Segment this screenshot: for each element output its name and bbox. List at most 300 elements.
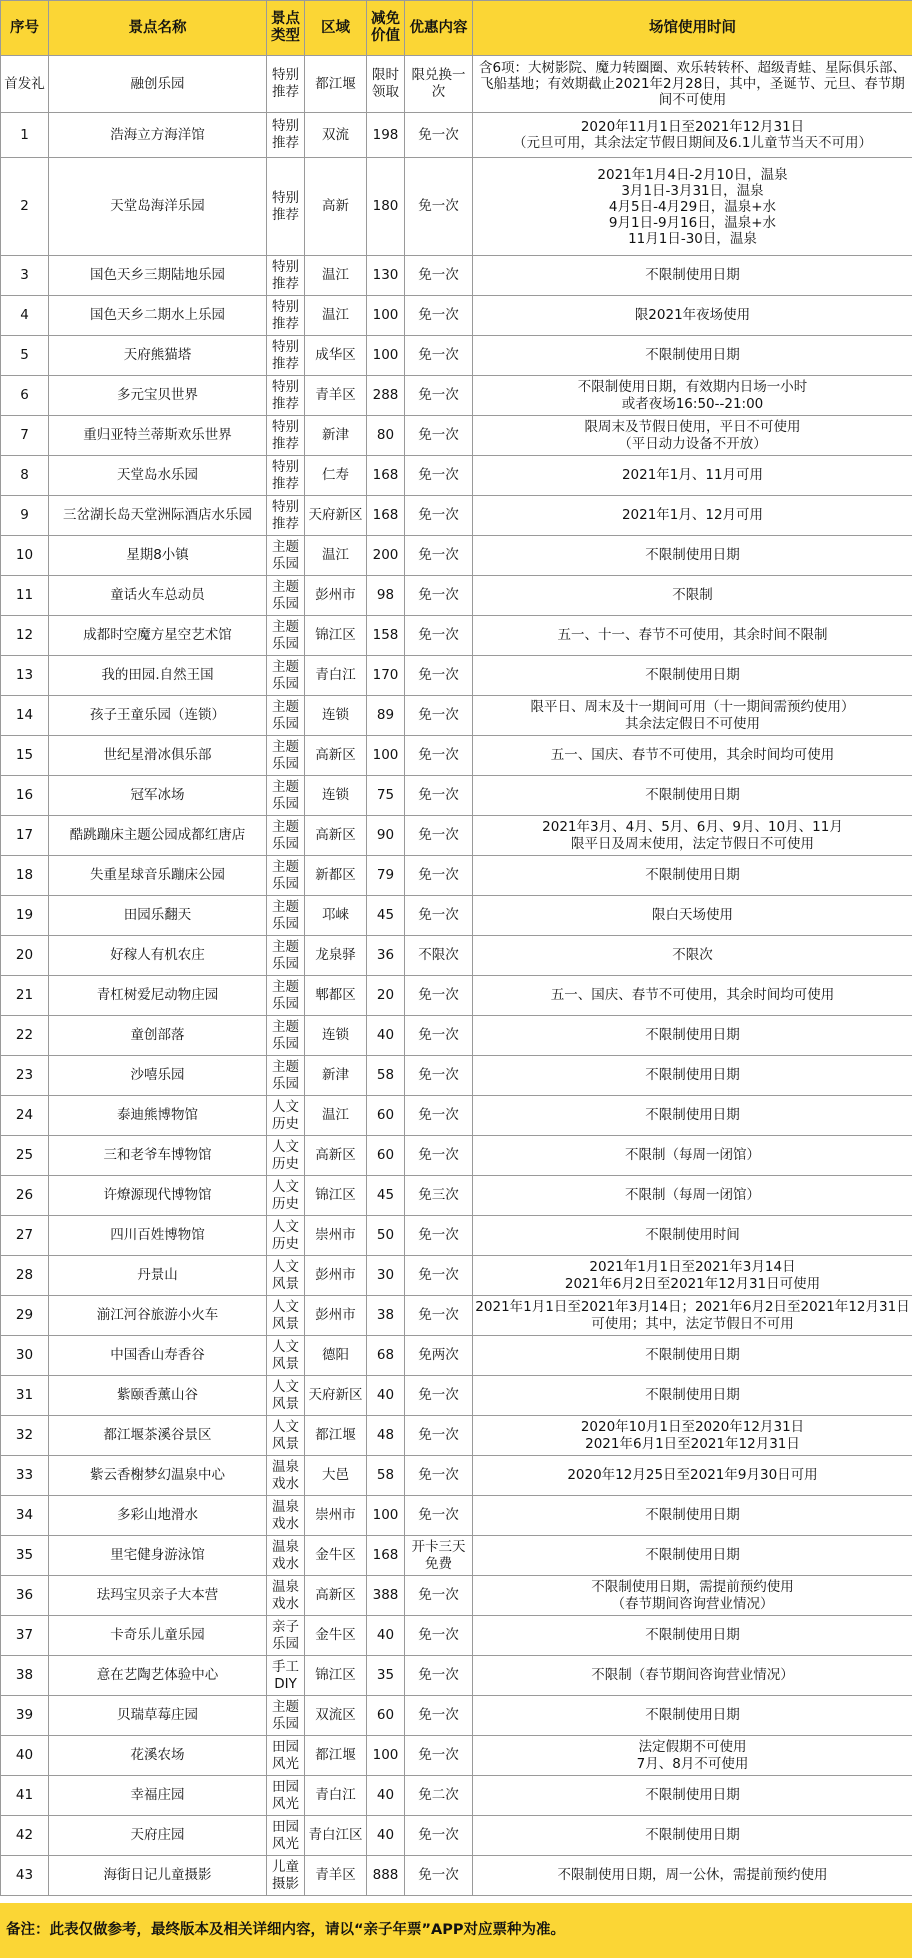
cell-area: 温江 <box>305 1096 367 1136</box>
table-row <box>1 1176 912 1216</box>
cell-time: 2020年10月1日至2020年12月31日 2021年6月1日至2021年12月31日 <box>473 1416 912 1456</box>
cell-name: 四川百姓博物馆 <box>49 1216 267 1256</box>
cell-value: 75 <box>367 776 405 816</box>
cell-value: 168 <box>367 456 405 496</box>
cell-no: 36 <box>1 1576 49 1616</box>
table-row <box>1 1256 912 1296</box>
cell-type: 特别推荐 <box>267 296 305 336</box>
cell-no: 3 <box>1 256 49 296</box>
cell-name: 沙嘻乐园 <box>49 1056 267 1096</box>
cell-value: 80 <box>367 416 405 456</box>
cell-offer: 免一次 <box>405 1616 473 1656</box>
cell-type: 主题乐园 <box>267 976 305 1016</box>
cell-no: 25 <box>1 1136 49 1176</box>
table-row <box>1 576 912 616</box>
table-row <box>1 1216 912 1256</box>
cell-name: 天堂岛海洋乐园 <box>49 158 267 256</box>
cell-no: 23 <box>1 1056 49 1096</box>
cell-name: 冠军冰场 <box>49 776 267 816</box>
cell-time: 2020年11月1日至2021年12月31日 （元旦可用，其余法定节假日期间及6.1儿童节当天不可用） <box>473 113 912 158</box>
cell-type: 特别推荐 <box>267 56 305 113</box>
cell-area: 天府新区 <box>305 496 367 536</box>
cell-offer: 免一次 <box>405 1736 473 1776</box>
cell-no: 29 <box>1 1296 49 1336</box>
cell-offer: 不限次 <box>405 936 473 976</box>
cell-name: 青杠树爱尼动物庄园 <box>49 976 267 1016</box>
cell-type: 主题乐园 <box>267 1056 305 1096</box>
cell-no: 13 <box>1 656 49 696</box>
cell-type: 主题乐园 <box>267 896 305 936</box>
cell-area: 彭州市 <box>305 1256 367 1296</box>
table-row <box>1 1496 912 1536</box>
cell-type: 主题乐园 <box>267 656 305 696</box>
cell-no: 21 <box>1 976 49 1016</box>
cell-area: 锦江区 <box>305 616 367 656</box>
cell-time: 不限制使用日期 <box>473 256 912 296</box>
cell-time: 不限次 <box>473 936 912 976</box>
cell-no: 5 <box>1 336 49 376</box>
cell-type: 田园风光 <box>267 1776 305 1816</box>
cell-no: 32 <box>1 1416 49 1456</box>
cell-value: 170 <box>367 656 405 696</box>
cell-area: 彭州市 <box>305 1296 367 1336</box>
cell-type: 主题乐园 <box>267 1696 305 1736</box>
cell-value: 100 <box>367 336 405 376</box>
cell-name: 星期8小镇 <box>49 536 267 576</box>
cell-time: 不限制使用日期 <box>473 1096 912 1136</box>
cell-offer: 免一次 <box>405 1296 473 1336</box>
cell-type: 主题乐园 <box>267 576 305 616</box>
cell-area: 郫都区 <box>305 976 367 1016</box>
cell-offer: 免一次 <box>405 856 473 896</box>
cell-value: 60 <box>367 1096 405 1136</box>
cell-name: 重归亚特兰蒂斯欢乐世界 <box>49 416 267 456</box>
cell-offer: 免一次 <box>405 736 473 776</box>
cell-no: 1 <box>1 113 49 158</box>
table-row <box>1 1136 912 1176</box>
cell-no: 9 <box>1 496 49 536</box>
cell-value: 100 <box>367 1496 405 1536</box>
cell-no: 31 <box>1 1376 49 1416</box>
table-row <box>1 536 912 576</box>
cell-offer: 免二次 <box>405 1776 473 1816</box>
table-row <box>1 1416 912 1456</box>
cell-type: 儿童摄影 <box>267 1856 305 1896</box>
cell-type: 特别推荐 <box>267 456 305 496</box>
cell-value: 50 <box>367 1216 405 1256</box>
cell-offer: 免一次 <box>405 896 473 936</box>
cell-type: 特别推荐 <box>267 336 305 376</box>
cell-offer: 免一次 <box>405 1656 473 1696</box>
cell-name: 贝瑞草莓庄园 <box>49 1696 267 1736</box>
cell-type: 温泉戏水 <box>267 1536 305 1576</box>
cell-offer: 免一次 <box>405 1496 473 1536</box>
cell-offer: 免一次 <box>405 576 473 616</box>
cell-time: 五一、十一、春节不可使用，其余时间不限制 <box>473 616 912 656</box>
table-row <box>1 158 912 256</box>
cell-type: 特别推荐 <box>267 416 305 456</box>
cell-no: 2 <box>1 158 49 256</box>
cell-area: 高新区 <box>305 1136 367 1176</box>
cell-no: 8 <box>1 456 49 496</box>
cell-name: 花溪农场 <box>49 1736 267 1776</box>
cell-no: 33 <box>1 1456 49 1496</box>
cell-no: 26 <box>1 1176 49 1216</box>
table-row <box>1 616 912 656</box>
cell-value: 888 <box>367 1856 405 1896</box>
cell-time: 不限制使用日期 <box>473 856 912 896</box>
cell-offer: 免一次 <box>405 1416 473 1456</box>
cell-type: 主题乐园 <box>267 776 305 816</box>
cell-area: 锦江区 <box>305 1176 367 1216</box>
cell-time: 不限制使用日期 <box>473 1696 912 1736</box>
cell-time: 五一、国庆、春节不可使用，其余时间均可使用 <box>473 736 912 776</box>
table-row <box>1 296 912 336</box>
cell-type: 主题乐园 <box>267 616 305 656</box>
cell-time: 不限制使用日期 <box>473 1776 912 1816</box>
table-row <box>1 1856 912 1896</box>
cell-type: 特别推荐 <box>267 496 305 536</box>
cell-no: 42 <box>1 1816 49 1856</box>
cell-area: 新津 <box>305 1056 367 1096</box>
cell-area: 天府新区 <box>305 1376 367 1416</box>
cell-area: 温江 <box>305 256 367 296</box>
table-row <box>1 496 912 536</box>
cell-type: 亲子乐园 <box>267 1616 305 1656</box>
table-row <box>1 1376 912 1416</box>
cell-time: 2020年12月25日至2021年9月30日可用 <box>473 1456 912 1496</box>
cell-offer: 免一次 <box>405 1376 473 1416</box>
cell-type: 主题乐园 <box>267 816 305 856</box>
cell-time: 不限制 <box>473 576 912 616</box>
cell-type: 特别推荐 <box>267 113 305 158</box>
cell-type: 人文历史 <box>267 1176 305 1216</box>
cell-name: 多彩山地滑水 <box>49 1496 267 1536</box>
cell-value: 288 <box>367 376 405 416</box>
cell-name: 许燎源现代博物馆 <box>49 1176 267 1216</box>
cell-area: 连锁 <box>305 696 367 736</box>
cell-time: 不限制（春节期间咨询营业情况） <box>473 1656 912 1696</box>
cell-no: 14 <box>1 696 49 736</box>
cell-name: 泰迪熊博物馆 <box>49 1096 267 1136</box>
cell-value: 388 <box>367 1576 405 1616</box>
cell-time: 不限制使用日期 <box>473 536 912 576</box>
cell-name: 天府庄园 <box>49 1816 267 1856</box>
cell-name: 国色天乡二期水上乐园 <box>49 296 267 336</box>
cell-value: 90 <box>367 816 405 856</box>
cell-value: 98 <box>367 576 405 616</box>
cell-name: 田园乐翻天 <box>49 896 267 936</box>
table-row <box>1 1336 912 1376</box>
cell-no: 38 <box>1 1656 49 1696</box>
cell-name: 三和老爷车博物馆 <box>49 1136 267 1176</box>
cell-area: 高新区 <box>305 1576 367 1616</box>
cell-offer: 免一次 <box>405 1056 473 1096</box>
cell-value: 60 <box>367 1696 405 1736</box>
cell-name: 天堂岛水乐园 <box>49 456 267 496</box>
cell-time: 2021年1月4日-2月10日，温泉 3月1日-3月31日，温泉 4月5日-4月29日，温泉+水 9月1日-9月16日，温泉+水 11月1日-30日，温泉 <box>473 158 912 256</box>
header-name: 景点名称 <box>49 1 267 56</box>
table-row <box>1 776 912 816</box>
table-body <box>1 56 912 1896</box>
cell-offer: 免一次 <box>405 256 473 296</box>
table-row <box>1 1696 912 1736</box>
cell-no: 10 <box>1 536 49 576</box>
cell-name: 我的田园.自然王国 <box>49 656 267 696</box>
cell-name: 幸福庄园 <box>49 1776 267 1816</box>
table-row <box>1 1736 912 1776</box>
cell-area: 锦江区 <box>305 1656 367 1696</box>
cell-value: 20 <box>367 976 405 1016</box>
cell-time: 不限制使用日期 <box>473 1056 912 1096</box>
cell-time: 2021年1月、12月可用 <box>473 496 912 536</box>
cell-value: 100 <box>367 1736 405 1776</box>
cell-name: 丹景山 <box>49 1256 267 1296</box>
cell-no: 30 <box>1 1336 49 1376</box>
cell-area: 彭州市 <box>305 576 367 616</box>
cell-offer: 免一次 <box>405 158 473 256</box>
header-no: 序号 <box>1 1 49 56</box>
cell-type: 手工DIY <box>267 1656 305 1696</box>
table-row <box>1 656 912 696</box>
cell-value: 180 <box>367 158 405 256</box>
cell-time: 不限制使用日期 <box>473 336 912 376</box>
table-row <box>1 1776 912 1816</box>
table-row <box>1 1456 912 1496</box>
cell-name: 酷跳蹦床主题公园成都红唐店 <box>49 816 267 856</box>
cell-no: 19 <box>1 896 49 936</box>
cell-time: 五一、国庆、春节不可使用，其余时间均可使用 <box>473 976 912 1016</box>
cell-no: 16 <box>1 776 49 816</box>
cell-value: 35 <box>367 1656 405 1696</box>
cell-time: 不限制使用时间 <box>473 1216 912 1256</box>
cell-type: 温泉戏水 <box>267 1456 305 1496</box>
cell-name: 国色天乡三期陆地乐园 <box>49 256 267 296</box>
header-offer: 优惠内容 <box>405 1 473 56</box>
cell-value: 40 <box>367 1376 405 1416</box>
header-time: 场馆使用时间 <box>473 1 912 56</box>
cell-offer: 免一次 <box>405 536 473 576</box>
cell-value: 40 <box>367 1616 405 1656</box>
cell-time: 不限制使用日期 <box>473 1376 912 1416</box>
cell-name: 成都时空魔方星空艺术馆 <box>49 616 267 656</box>
cell-name: 海街日记儿童摄影 <box>49 1856 267 1896</box>
cell-area: 都江堰 <box>305 1416 367 1456</box>
cell-offer: 免一次 <box>405 816 473 856</box>
cell-offer: 免一次 <box>405 113 473 158</box>
cell-name: 三岔湖长岛天堂洲际酒店水乐园 <box>49 496 267 536</box>
table-row <box>1 1096 912 1136</box>
cell-time: 不限制使用日期 <box>473 1536 912 1576</box>
cell-time: 不限制使用日期 <box>473 776 912 816</box>
cell-value: 89 <box>367 696 405 736</box>
cell-area: 双流区 <box>305 1696 367 1736</box>
cell-area: 崇州市 <box>305 1496 367 1536</box>
cell-value: 限时领取 <box>367 56 405 113</box>
table-row <box>1 1016 912 1056</box>
cell-offer: 免一次 <box>405 376 473 416</box>
cell-offer: 免一次 <box>405 416 473 456</box>
cell-type: 田园风光 <box>267 1736 305 1776</box>
cell-area: 仁寿 <box>305 456 367 496</box>
cell-value: 36 <box>367 936 405 976</box>
header-row <box>1 1 912 56</box>
cell-area: 青白江 <box>305 656 367 696</box>
cell-no: 24 <box>1 1096 49 1136</box>
cell-name: 都江堰茶溪谷景区 <box>49 1416 267 1456</box>
table-row <box>1 1056 912 1096</box>
cell-area: 青羊区 <box>305 376 367 416</box>
cell-time: 限周末及节假日使用，平日不可使用 （平日动力设备不开放） <box>473 416 912 456</box>
cell-value: 68 <box>367 1336 405 1376</box>
cell-area: 新津 <box>305 416 367 456</box>
cell-name: 浩海立方海洋馆 <box>49 113 267 158</box>
cell-offer: 免一次 <box>405 1816 473 1856</box>
cell-no: 18 <box>1 856 49 896</box>
cell-no: 22 <box>1 1016 49 1056</box>
cell-value: 48 <box>367 1416 405 1456</box>
cell-name: 孩子王童乐园（连锁） <box>49 696 267 736</box>
cell-no: 41 <box>1 1776 49 1816</box>
table-row <box>1 936 912 976</box>
cell-type: 温泉戏水 <box>267 1496 305 1536</box>
cell-time: 不限制使用日期 <box>473 1016 912 1056</box>
cell-value: 40 <box>367 1816 405 1856</box>
cell-name: 卡奇乐儿童乐园 <box>49 1616 267 1656</box>
cell-no: 4 <box>1 296 49 336</box>
cell-type: 特别推荐 <box>267 158 305 256</box>
cell-no: 35 <box>1 1536 49 1576</box>
cell-value: 130 <box>367 256 405 296</box>
table-row <box>1 976 912 1016</box>
cell-name: 湔江河谷旅游小火车 <box>49 1296 267 1336</box>
cell-no: 20 <box>1 936 49 976</box>
cell-offer: 免一次 <box>405 1256 473 1296</box>
cell-area: 金牛区 <box>305 1536 367 1576</box>
cell-area: 连锁 <box>305 776 367 816</box>
cell-area: 青白江区 <box>305 1816 367 1856</box>
cell-no: 15 <box>1 736 49 776</box>
cell-area: 温江 <box>305 536 367 576</box>
cell-value: 45 <box>367 896 405 936</box>
cell-area: 德阳 <box>305 1336 367 1376</box>
cell-type: 主题乐园 <box>267 696 305 736</box>
table-row <box>1 856 912 896</box>
cell-value: 45 <box>367 1176 405 1216</box>
cell-area: 高新区 <box>305 736 367 776</box>
cell-value: 79 <box>367 856 405 896</box>
cell-name: 失重星球音乐蹦床公园 <box>49 856 267 896</box>
cell-time: 不限制使用日期，需提前预约使用 （春节期间咨询营业情况） <box>473 1576 912 1616</box>
cell-name: 童话火车总动员 <box>49 576 267 616</box>
cell-type: 主题乐园 <box>267 1016 305 1056</box>
cell-offer: 免一次 <box>405 656 473 696</box>
table-row <box>1 1576 912 1616</box>
cell-type: 人文风景 <box>267 1256 305 1296</box>
cell-value: 200 <box>367 536 405 576</box>
cell-value: 40 <box>367 1016 405 1056</box>
cell-value: 168 <box>367 496 405 536</box>
cell-offer: 免一次 <box>405 696 473 736</box>
cell-area: 龙泉驿 <box>305 936 367 976</box>
cell-no: 6 <box>1 376 49 416</box>
cell-name: 紫颐香薰山谷 <box>49 1376 267 1416</box>
cell-offer: 免一次 <box>405 336 473 376</box>
cell-offer: 免一次 <box>405 1696 473 1736</box>
table-row <box>1 416 912 456</box>
cell-value: 100 <box>367 736 405 776</box>
cell-offer: 免三次 <box>405 1176 473 1216</box>
table-row <box>1 1296 912 1336</box>
cell-type: 特别推荐 <box>267 376 305 416</box>
cell-name: 天府熊猫塔 <box>49 336 267 376</box>
cell-no: 17 <box>1 816 49 856</box>
cell-time: 不限制使用日期 <box>473 656 912 696</box>
cell-name: 里宅健身游泳馆 <box>49 1536 267 1576</box>
cell-area: 连锁 <box>305 1016 367 1056</box>
cell-time: 2021年1月1日至2021年3月14日 2021年6月2日至2021年12月31日可使用 <box>473 1256 912 1296</box>
cell-offer: 免一次 <box>405 1576 473 1616</box>
cell-offer: 免一次 <box>405 1136 473 1176</box>
cell-offer: 免一次 <box>405 296 473 336</box>
footer-note: 备注：此表仅做参考，最终版本及相关详细内容，请以“亲子年票”APP对应票种为准。 <box>0 1903 912 1958</box>
cell-type: 特别推荐 <box>267 256 305 296</box>
cell-type: 温泉戏水 <box>267 1576 305 1616</box>
cell-value: 30 <box>367 1256 405 1296</box>
cell-offer: 开卡三天免费 <box>405 1536 473 1576</box>
cell-time: 2021年1月1日至2021年3月14日；2021年6月2日至2021年12月31日可使用；其中，法定节假日不可用 <box>473 1296 912 1336</box>
table-row <box>1 1536 912 1576</box>
cell-value: 58 <box>367 1456 405 1496</box>
cell-offer: 免一次 <box>405 1216 473 1256</box>
cell-area: 都江堰 <box>305 56 367 113</box>
cell-value: 38 <box>367 1296 405 1336</box>
cell-name: 珐玛宝贝亲子大本营 <box>49 1576 267 1616</box>
cell-no: 43 <box>1 1856 49 1896</box>
table-row <box>1 113 912 158</box>
cell-offer: 免一次 <box>405 456 473 496</box>
cell-offer: 免一次 <box>405 496 473 536</box>
table-row <box>1 1816 912 1856</box>
cell-value: 168 <box>367 1536 405 1576</box>
cell-type: 人文历史 <box>267 1216 305 1256</box>
cell-name: 意在艺陶艺体验中心 <box>49 1656 267 1696</box>
cell-time: 法定假期不可使用 7月、8月不可使用 <box>473 1736 912 1776</box>
cell-value: 58 <box>367 1056 405 1096</box>
cell-area: 温江 <box>305 296 367 336</box>
cell-name: 融创乐园 <box>49 56 267 113</box>
cell-time: 限平日、周末及十一期间可用（十一期间需预约使用） 其余法定假日不可使用 <box>473 696 912 736</box>
cell-area: 青羊区 <box>305 1856 367 1896</box>
cell-type: 人文风景 <box>267 1336 305 1376</box>
cell-type: 田园风光 <box>267 1816 305 1856</box>
cell-type: 主题乐园 <box>267 536 305 576</box>
cell-type: 主题乐园 <box>267 936 305 976</box>
cell-offer: 免一次 <box>405 1016 473 1056</box>
cell-value: 40 <box>367 1776 405 1816</box>
cell-area: 新都区 <box>305 856 367 896</box>
cell-time: 限2021年夜场使用 <box>473 296 912 336</box>
header-value: 减免价值 <box>367 1 405 56</box>
table-row <box>1 736 912 776</box>
cell-type: 人文风景 <box>267 1416 305 1456</box>
cell-no: 40 <box>1 1736 49 1776</box>
cell-type: 人文风景 <box>267 1376 305 1416</box>
cell-offer: 免一次 <box>405 1456 473 1496</box>
cell-name: 世纪星滑冰俱乐部 <box>49 736 267 776</box>
cell-value: 158 <box>367 616 405 656</box>
cell-no: 34 <box>1 1496 49 1536</box>
